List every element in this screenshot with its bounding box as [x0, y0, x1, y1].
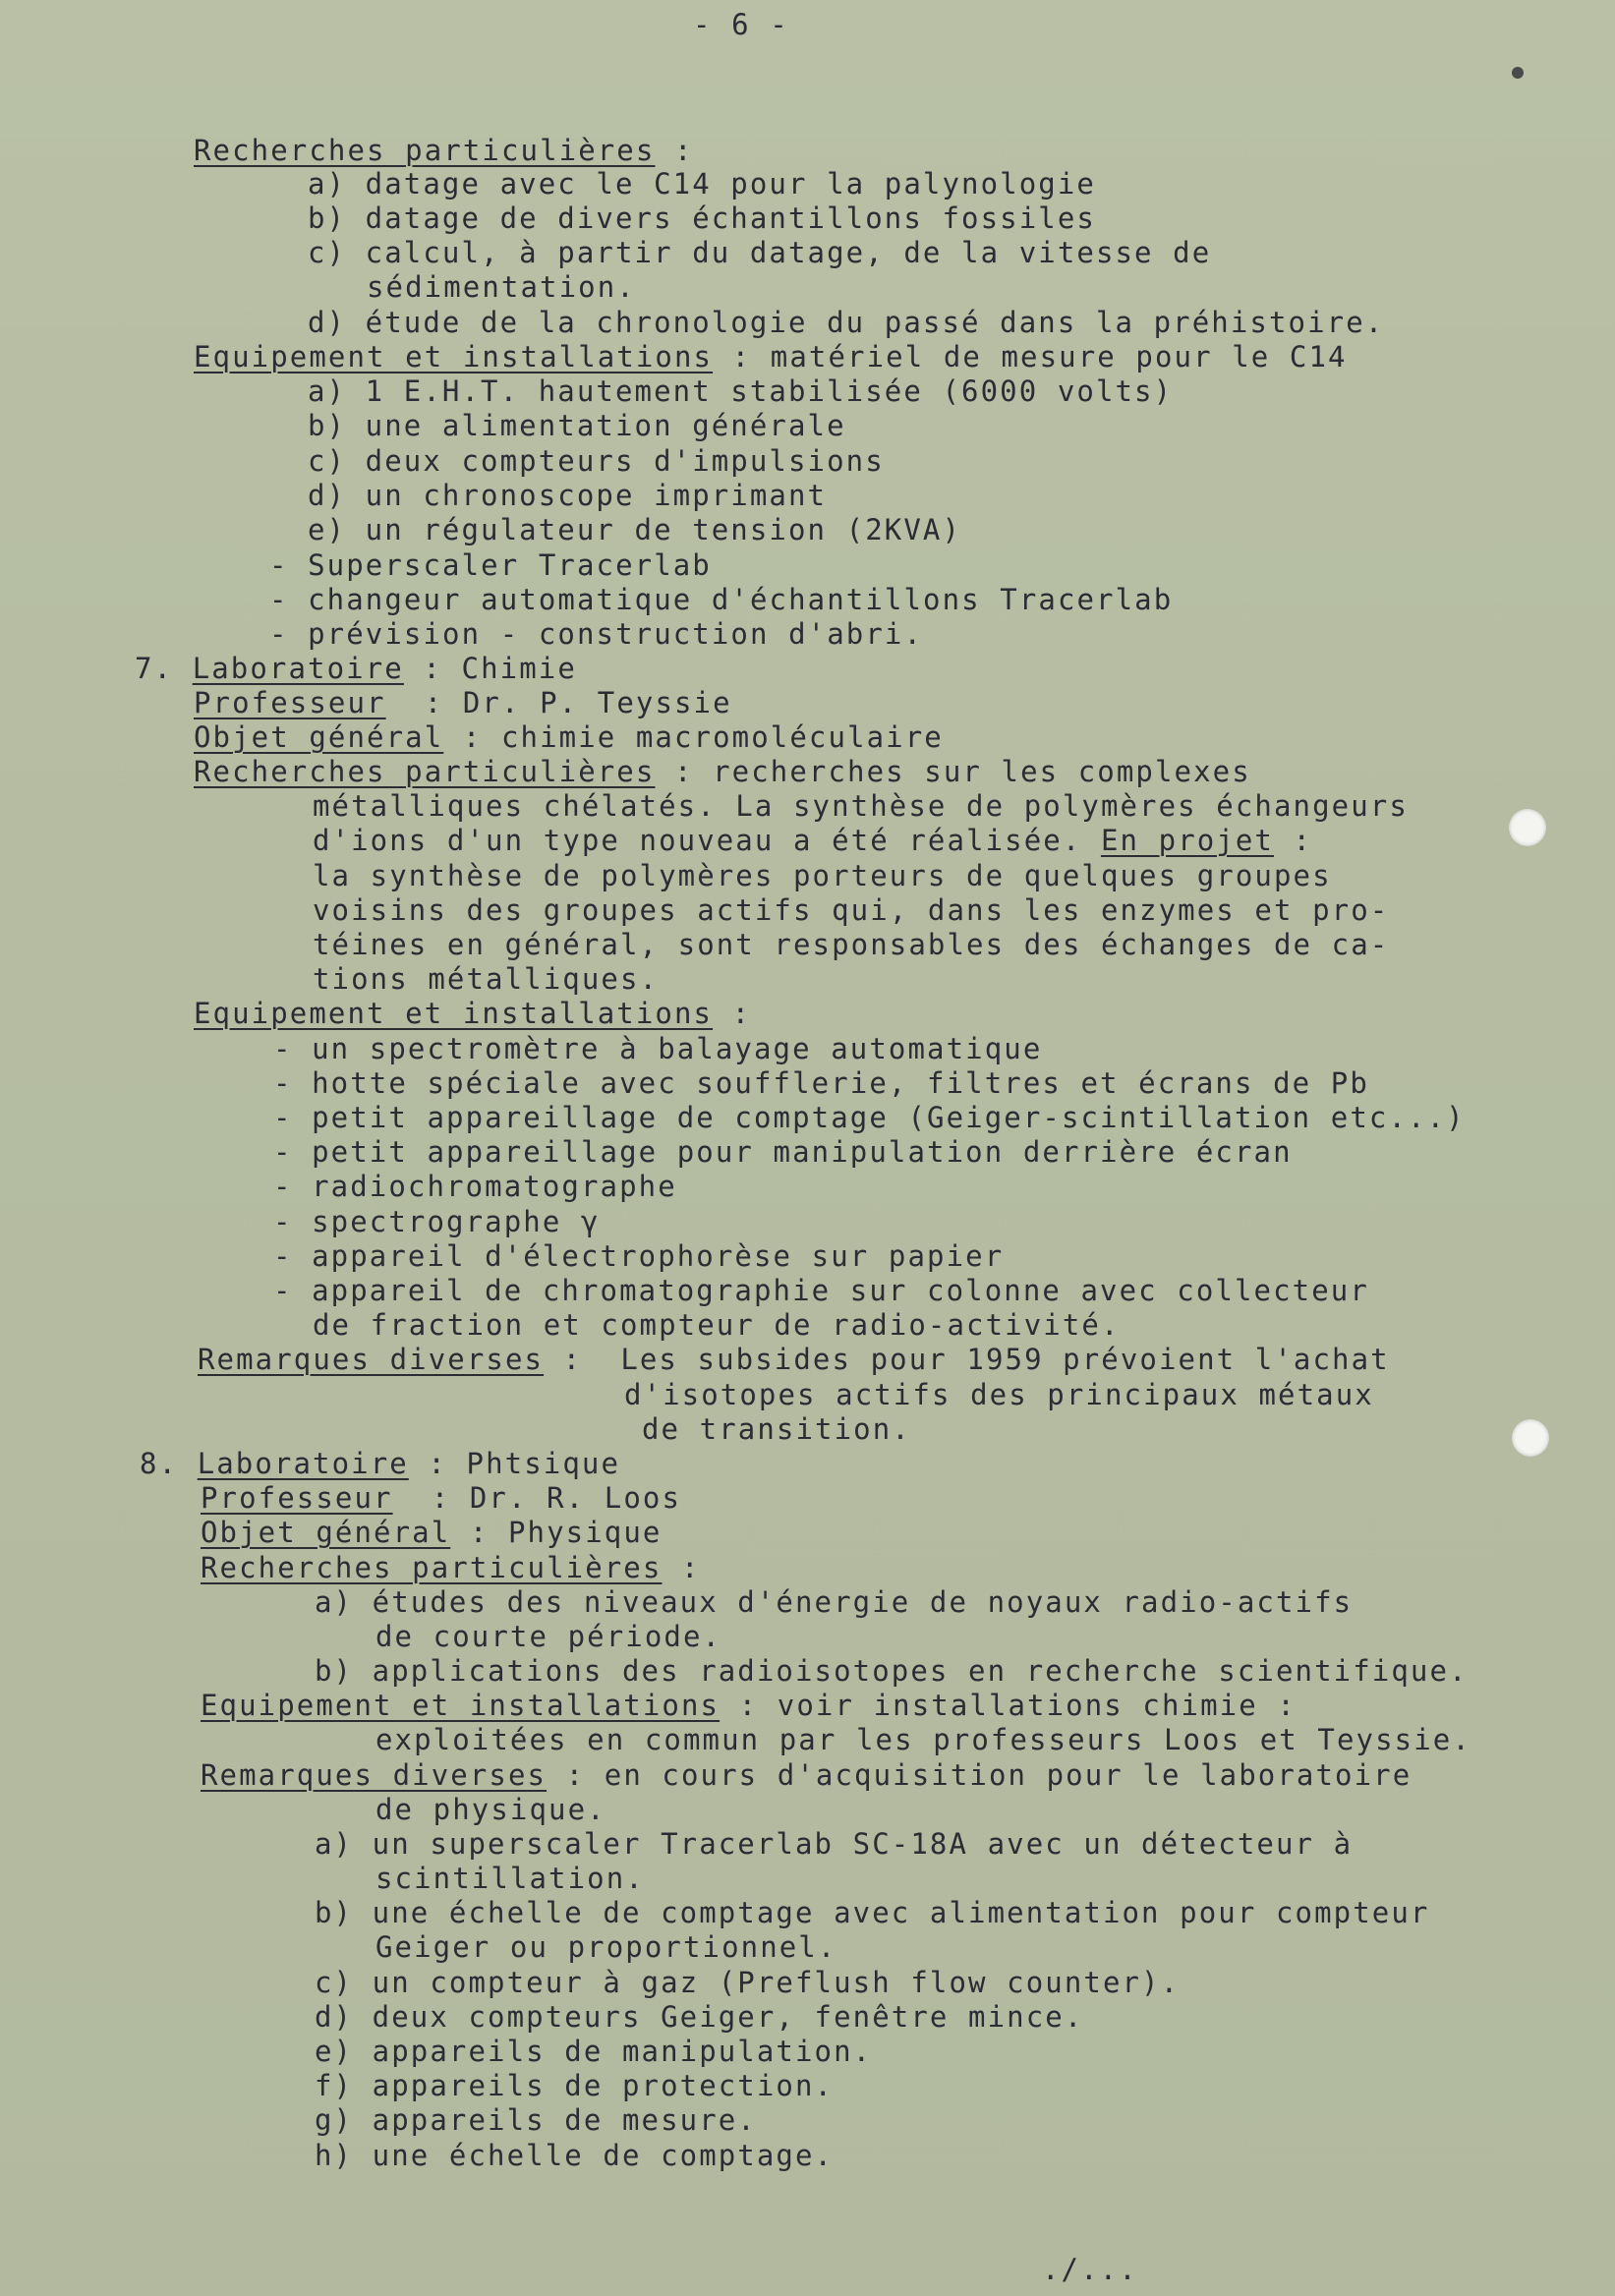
text-line: [269, 548, 712, 582]
line-text: - radiochromatographe: [273, 1170, 677, 1203]
line-text: exploitées en commun par les professeurs Loos et Teyssie.: [375, 1723, 1471, 1756]
text-line: [315, 1827, 1353, 1861]
line-text: : Chimie: [403, 652, 577, 685]
text-line: [308, 374, 1173, 408]
text-line: [308, 306, 1384, 339]
line-text: e) un régulateur de tension (2KVA): [308, 513, 962, 546]
text-line: [269, 583, 1173, 616]
text-line: [313, 789, 1409, 823]
text-line: [375, 1930, 836, 1964]
line-text: sédimentation.: [367, 270, 636, 304]
line-text: d'ions d'un type nouveau a été réalisée.: [313, 824, 1101, 857]
en-projet-heading: En projet: [1100, 824, 1274, 857]
text-line: [315, 1654, 1469, 1688]
text-line: [308, 201, 1096, 235]
text-line: [194, 134, 694, 167]
text-line: [201, 1758, 1412, 1792]
text-line: [315, 1896, 1429, 1929]
line-text: tions métalliques.: [313, 962, 660, 996]
line-text: : en cours d'acquisition pour le laboratoire: [547, 1758, 1413, 1792]
line-text: :: [713, 997, 752, 1030]
line-text: de transition.: [642, 1412, 911, 1446]
line-text: a) un superscaler Tracerlab SC-18A avec un détecteur à: [315, 1827, 1354, 1861]
section-number: 7.: [135, 652, 193, 685]
line-text: :: [662, 1551, 701, 1584]
text-line: [642, 1412, 911, 1446]
line-text: - spectrographe γ: [273, 1205, 601, 1238]
text-line: [375, 1862, 645, 1895]
text-line: [375, 1620, 721, 1653]
section-heading: Professeur: [201, 1481, 393, 1515]
text-line: [313, 962, 659, 996]
line-text: de fraction et compteur de radio-activité.: [313, 1308, 1121, 1342]
text-line: [313, 928, 1389, 961]
line-text: a) datage avec le C14 pour la palynologie: [308, 167, 1096, 201]
line-text: : chimie macromoléculaire: [443, 720, 944, 754]
line-text: - appareil d'électrophorèse sur papier: [273, 1239, 1005, 1273]
text-line: [313, 824, 1312, 857]
line-text: Geiger ou proportionnel.: [375, 1930, 837, 1964]
line-text: b) une échelle de comptage avec alimentation pour compteur: [315, 1896, 1430, 1929]
section-heading: Remarques diverses: [201, 1758, 548, 1792]
line-text: b) une alimentation générale: [308, 409, 846, 442]
line-text: : matériel de mesure pour le C14: [713, 340, 1348, 373]
line-text: : Dr. P. Teyssie: [385, 686, 732, 719]
section-heading: Objet général: [194, 720, 444, 754]
line-text: d) un chronoscope imprimant: [308, 479, 828, 512]
text-line: [315, 2069, 834, 2102]
section-number: 8.: [140, 1447, 198, 1480]
line-text: téines en général, sont responsables des échanges de ca-: [313, 928, 1390, 961]
line-text: : voir installations chimie :: [720, 1689, 1297, 1722]
text-line: [315, 1585, 1353, 1619]
section-heading: Recherches particulières: [194, 755, 656, 788]
line-text: : Les subsides pour 1959 prévoient l'achat: [544, 1343, 1390, 1376]
line-text: scintillation.: [375, 1862, 645, 1895]
section-heading: Equipement et installations: [194, 340, 714, 373]
staple-mark: [1512, 67, 1524, 79]
line-text: c) calcul, à partir du datage, de la vitesse de: [308, 236, 1212, 269]
text-line: [201, 1689, 1297, 1722]
section-heading: Equipement et installations: [201, 1689, 721, 1722]
section-heading: Laboratoire: [197, 1447, 409, 1480]
line-text: - un spectromètre à balayage automatique: [273, 1032, 1043, 1065]
text-line: [194, 340, 1348, 373]
text-line: [273, 1205, 601, 1238]
line-text: la synthèse de polymères porteurs de quelques groupes: [313, 859, 1332, 892]
punch-hole-bottom: [1512, 1419, 1549, 1457]
line-text: g) appareils de mesure.: [315, 2103, 757, 2137]
text-line: [315, 2139, 834, 2172]
section-heading: Professeur: [194, 686, 386, 719]
line-text: : Phtsique: [408, 1447, 620, 1480]
text-line: [273, 1135, 1293, 1169]
text-line: [308, 479, 827, 512]
line-text: : recherches sur les complexes: [655, 755, 1251, 788]
text-line: [194, 686, 732, 719]
line-text: :: [655, 134, 694, 167]
line-text: de physique.: [375, 1793, 606, 1826]
line-text: b) datage de divers échantillons fossiles: [308, 201, 1096, 235]
section-heading: Laboratoire: [192, 652, 404, 685]
line-text: d) étude de la chronologie du passé dans la préhistoire.: [308, 306, 1385, 339]
text-line: [273, 1101, 1466, 1134]
section-heading: Equipement et installations: [194, 997, 714, 1030]
text-line: [135, 652, 577, 685]
text-line: [315, 2103, 757, 2137]
punch-hole-top: [1509, 809, 1546, 846]
line-text: b) applications des radioisotopes en recherche scientifique.: [315, 1654, 1469, 1688]
text-line: [273, 1274, 1369, 1307]
text-line: [308, 513, 961, 546]
line-text: e) appareils de manipulation.: [315, 2035, 873, 2068]
section-heading: Recherches particulières: [194, 134, 656, 167]
line-text: d'isotopes actifs des principaux métaux: [624, 1378, 1374, 1411]
text-line: [308, 409, 846, 442]
line-text: a) 1 E.H.T. hautement stabilisée (6000 volts): [308, 374, 1174, 408]
line-text: h) une échelle de comptage.: [315, 2139, 835, 2172]
text-line: [308, 444, 885, 478]
text-line: [140, 1447, 620, 1480]
text-line: [201, 1551, 701, 1584]
text-line: [201, 1481, 681, 1515]
text-line: [273, 1066, 1369, 1100]
text-line: [313, 1308, 1121, 1342]
line-text: : Physique: [450, 1516, 663, 1549]
section-heading: Recherches particulières: [201, 1551, 663, 1584]
text-line: [315, 2035, 872, 2068]
text-line: [624, 1378, 1374, 1411]
text-line: [375, 1793, 606, 1826]
line-text: - hotte spéciale avec soufflerie, filtres et écrans de Pb: [273, 1066, 1369, 1100]
line-text: métalliques chélatés. La synthèse de polymères échangeurs: [313, 789, 1409, 823]
line-text: - appareil de chromatographie sur colonne avec collecteur: [273, 1274, 1369, 1307]
text-line: [194, 755, 1251, 788]
line-text: - Superscaler Tracerlab: [269, 548, 712, 582]
line-text: de courte période.: [375, 1620, 722, 1653]
text-line: [367, 270, 636, 304]
text-line: [273, 1032, 1042, 1065]
page-number: - 6 -: [693, 8, 789, 41]
section-heading: Remarques diverses: [198, 1343, 545, 1376]
text-line: [315, 1966, 1180, 1999]
line-text: c) deux compteurs d'impulsions: [308, 444, 885, 478]
section-heading: Objet général: [201, 1516, 451, 1549]
line-text: a) études des niveaux d'énergie de noyaux radio-actifs: [315, 1585, 1354, 1619]
text-line: [273, 1170, 677, 1203]
text-line: [194, 720, 944, 754]
text-line: [201, 1516, 662, 1549]
text-line: [269, 617, 923, 651]
text-line: [198, 1343, 1390, 1376]
text-line: [375, 1723, 1471, 1756]
line-text: voisins des groupes actifs qui, dans les enzymes et pro-: [313, 893, 1390, 927]
line-text: - petit appareillage pour manipulation derrière écran: [273, 1135, 1293, 1169]
en-projet-colon: :: [1274, 824, 1313, 857]
text-line: [315, 2000, 1083, 2034]
line-text: - prévision - construction d'abri.: [269, 617, 924, 651]
continuation-mark: ./...: [1042, 2253, 1138, 2286]
line-text: - changeur automatique d'échantillons Tracerlab: [269, 583, 1174, 616]
text-line: [308, 236, 1211, 269]
line-text: - petit appareillage de comptage (Geiger-scintillation etc...): [273, 1101, 1466, 1134]
text-line: [273, 1239, 1004, 1273]
line-text: d) deux compteurs Geiger, fenêtre mince.: [315, 2000, 1084, 2034]
line-text: : Dr. R. Loos: [392, 1481, 682, 1515]
text-line: [194, 997, 751, 1030]
line-text: f) appareils de protection.: [315, 2069, 835, 2102]
line-text: c) un compteur à gaz (Preflush flow counter).: [315, 1966, 1181, 1999]
text-line: [308, 167, 1096, 201]
text-line: [313, 893, 1389, 927]
text-line: [313, 859, 1332, 892]
